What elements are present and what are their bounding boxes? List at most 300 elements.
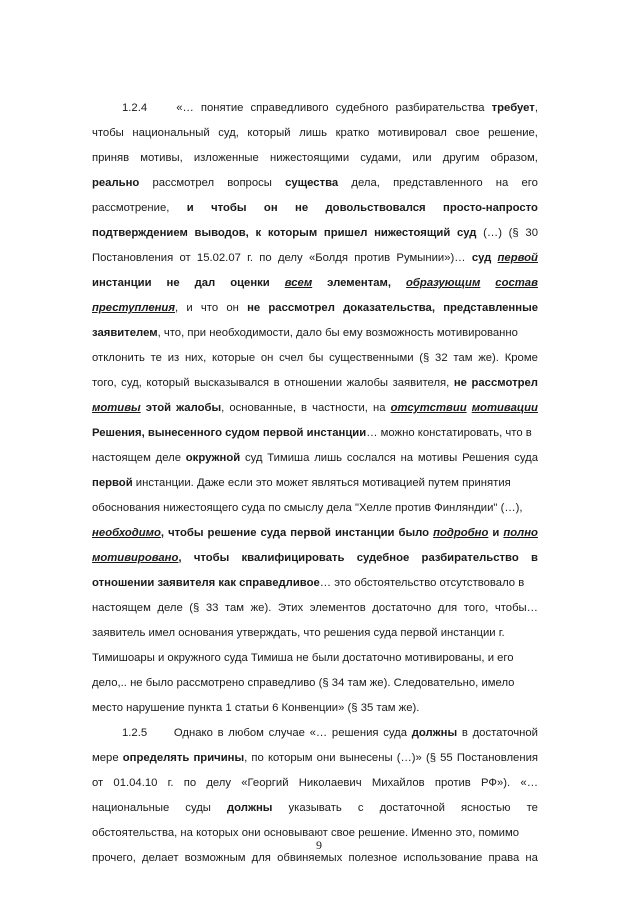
text-run: г. xyxy=(247,252,254,264)
bold-text: окружной xyxy=(185,452,241,464)
text-run: настоящем xyxy=(92,602,151,614)
text-run: на xyxy=(400,452,414,464)
word xyxy=(241,502,265,514)
word xyxy=(334,577,351,589)
bold-text: существа xyxy=(285,177,339,189)
text-line xyxy=(92,601,538,615)
text-run: заявителя, xyxy=(392,377,450,389)
word xyxy=(148,427,222,439)
text-line xyxy=(92,651,538,665)
word xyxy=(324,226,368,240)
bold-text: Решения, xyxy=(92,427,145,439)
word xyxy=(335,526,395,540)
word xyxy=(422,551,519,565)
word xyxy=(393,176,483,190)
word xyxy=(194,151,259,165)
word xyxy=(526,427,532,439)
page-number: 9 xyxy=(316,838,322,852)
word xyxy=(92,226,188,240)
text-run: Михайлов xyxy=(371,777,425,789)
text-run: элементов xyxy=(309,602,366,614)
text-run: 15.02.07 xyxy=(196,252,241,264)
bold-text: инстанции xyxy=(306,427,367,439)
word xyxy=(92,526,164,540)
word xyxy=(228,726,264,740)
word xyxy=(312,477,359,489)
text-run: … xyxy=(366,427,378,439)
text-run: Конвенции» xyxy=(281,702,345,714)
text-run: "Хелле xyxy=(354,502,392,514)
text-run: Николаевич xyxy=(298,777,362,789)
word xyxy=(248,677,316,689)
text-run: 35 xyxy=(360,702,374,714)
word xyxy=(354,577,436,589)
text-run: разбирательства xyxy=(395,102,485,114)
word xyxy=(403,851,482,865)
text-run: в xyxy=(461,727,468,739)
text-run: образом, xyxy=(490,152,538,164)
text-run: в xyxy=(301,402,308,414)
bold-text: и xyxy=(492,527,500,539)
text-run: Постановления xyxy=(92,252,174,264)
bold-text: пришел xyxy=(323,227,368,239)
word xyxy=(393,376,450,390)
text-run: заявитель xyxy=(92,627,146,639)
word xyxy=(514,451,538,465)
word xyxy=(261,526,287,540)
emphasis-text: подробно xyxy=(433,527,489,539)
text-run: суда xyxy=(241,502,266,514)
word xyxy=(397,751,422,765)
emphasis-text: полно xyxy=(503,527,538,539)
word xyxy=(188,702,222,714)
text-run: … xyxy=(319,577,332,589)
word xyxy=(218,126,239,140)
text-run: «Георгий xyxy=(241,777,289,789)
text-run: полезное xyxy=(348,852,398,864)
text-run: статьи xyxy=(234,702,269,714)
text-run: национальные xyxy=(92,802,170,814)
text-run: что xyxy=(505,427,523,439)
text-run: дела, xyxy=(351,177,380,189)
word xyxy=(212,351,255,365)
text-run: того, xyxy=(92,377,117,389)
word xyxy=(272,702,278,714)
word xyxy=(92,451,151,465)
text-run: 30 xyxy=(525,227,538,239)
text-run: решение, xyxy=(488,127,538,139)
word xyxy=(92,427,145,439)
text-run: имел xyxy=(148,627,176,639)
word xyxy=(520,776,538,790)
bold-text: и xyxy=(186,202,194,214)
bold-text: причины xyxy=(193,752,245,764)
text-run: лишь xyxy=(314,452,343,464)
word xyxy=(264,201,278,215)
text-run: (§ xyxy=(347,702,358,714)
bold-text: требует xyxy=(491,102,535,114)
text-run: решения xyxy=(323,627,371,639)
text-run: настоящем xyxy=(92,452,151,464)
bold-text: просто-напросто xyxy=(443,202,538,214)
word xyxy=(146,376,189,390)
text-run: суды xyxy=(185,802,211,814)
word xyxy=(325,327,340,339)
word xyxy=(360,151,401,165)
word xyxy=(92,601,151,615)
bold-text: дал xyxy=(194,277,216,289)
emphasis-text: образующим xyxy=(406,277,481,289)
text-run: при xyxy=(187,327,207,339)
text-line xyxy=(92,551,538,565)
text-line xyxy=(92,576,538,590)
bold-text: заявителем xyxy=(92,327,158,339)
text-run: против xyxy=(354,252,391,264)
text-run: достаточно xyxy=(372,602,432,614)
text-line xyxy=(92,101,538,115)
word xyxy=(462,726,468,740)
text-run: деле xyxy=(157,602,183,614)
word xyxy=(242,551,345,565)
word xyxy=(282,702,345,714)
text-line xyxy=(92,151,538,165)
word xyxy=(247,251,253,265)
text-run: путем xyxy=(428,477,459,489)
text-run: г. xyxy=(167,777,174,789)
text-run: его xyxy=(497,652,514,664)
word xyxy=(92,376,117,390)
word xyxy=(251,652,293,664)
text-run: по xyxy=(268,502,281,514)
word xyxy=(247,126,290,140)
word xyxy=(263,427,304,439)
word xyxy=(225,601,244,615)
bold-text: вынесенного xyxy=(147,427,222,439)
text-line xyxy=(92,776,538,790)
word xyxy=(194,551,229,565)
word xyxy=(505,427,522,439)
word xyxy=(326,502,351,514)
text-run: представленного xyxy=(393,177,483,189)
bold-text: которым xyxy=(267,227,318,239)
text-run: делает xyxy=(142,852,179,864)
word xyxy=(267,451,309,465)
word xyxy=(270,151,349,165)
word xyxy=(276,477,309,489)
text-line xyxy=(92,276,538,290)
word xyxy=(361,702,374,714)
text-run: решения xyxy=(331,727,379,739)
word xyxy=(488,126,538,140)
word xyxy=(146,677,174,689)
text-run: вынесены xyxy=(339,752,393,764)
word xyxy=(92,477,133,489)
word xyxy=(299,126,327,140)
text-run: против xyxy=(395,502,431,514)
text-run: по xyxy=(259,252,272,264)
word xyxy=(285,176,338,190)
text-run: «… xyxy=(520,777,538,789)
text-run: них, xyxy=(184,352,207,364)
text-run: Финляндии" xyxy=(434,502,498,514)
text-run: были xyxy=(311,652,340,664)
word xyxy=(176,401,224,415)
word xyxy=(224,652,248,664)
text-run: достаточно xyxy=(342,652,402,664)
text-run: же). xyxy=(250,602,272,614)
word xyxy=(142,851,178,865)
word xyxy=(225,702,231,714)
bold-text: инстанции xyxy=(334,527,395,539)
text-line xyxy=(92,326,538,340)
text-run: мере xyxy=(92,752,119,764)
text-run: на xyxy=(495,177,509,189)
text-line xyxy=(92,201,538,215)
word xyxy=(472,401,538,415)
text-run: на xyxy=(372,402,386,414)
bold-text: подтверждением xyxy=(92,227,188,239)
word xyxy=(378,126,447,140)
bold-text: рассмотрел xyxy=(268,302,335,314)
word xyxy=(310,601,366,615)
word xyxy=(497,652,513,664)
word xyxy=(92,301,178,315)
word xyxy=(358,801,364,815)
text-run: отклонить xyxy=(92,352,145,364)
word xyxy=(211,201,246,215)
bold-text: должны xyxy=(227,802,273,814)
text-run: Тимиша xyxy=(250,652,294,664)
text-run: мотивы xyxy=(417,452,458,464)
word xyxy=(525,851,538,865)
text-run: суда xyxy=(383,727,407,739)
word xyxy=(279,351,303,365)
text-run: (…)» xyxy=(396,752,422,764)
text-run: констатировать, xyxy=(417,427,503,439)
word xyxy=(218,726,224,740)
word xyxy=(136,477,194,489)
text-run: которых xyxy=(196,827,239,839)
word xyxy=(277,851,342,865)
text-run: дело,.. xyxy=(92,677,127,689)
word xyxy=(195,226,249,240)
word xyxy=(92,551,182,565)
text-run: это xyxy=(255,477,273,489)
text-run: помимо xyxy=(478,827,520,839)
text-line xyxy=(92,251,538,265)
text-run: обвиняемых xyxy=(277,852,343,864)
word xyxy=(381,427,415,439)
word xyxy=(332,677,345,689)
text-run: , xyxy=(157,327,161,339)
text-line xyxy=(92,401,538,415)
text-run: же). xyxy=(369,677,391,689)
text-run: (…), xyxy=(500,502,523,514)
bold-text: первой xyxy=(262,427,304,439)
word xyxy=(187,327,206,339)
text-run: (§ xyxy=(318,677,329,689)
text-run: любом xyxy=(228,727,264,739)
text-line xyxy=(92,376,538,390)
text-line xyxy=(92,851,538,865)
text-line xyxy=(92,126,538,140)
word xyxy=(332,726,379,740)
text-run: мотивированно xyxy=(436,327,518,339)
word xyxy=(157,601,182,615)
word xyxy=(241,776,288,790)
word xyxy=(186,451,240,465)
word xyxy=(92,502,160,514)
bold-text: , xyxy=(178,552,182,564)
word xyxy=(121,376,142,390)
text-run: возможность xyxy=(365,327,434,339)
text-run: окружного xyxy=(167,652,221,664)
word xyxy=(92,201,169,215)
bold-text: должны xyxy=(411,727,458,739)
word xyxy=(148,627,175,639)
word xyxy=(299,776,362,790)
word xyxy=(312,401,368,415)
emphasis-text: мотивы xyxy=(92,402,141,414)
word xyxy=(289,801,342,815)
word xyxy=(176,677,244,689)
text-run: что, xyxy=(163,327,185,339)
bold-text: чтобы xyxy=(211,202,247,214)
word xyxy=(495,276,538,290)
text-run: Тимиша xyxy=(267,452,310,464)
word xyxy=(193,751,247,765)
text-run: 1.2.5 xyxy=(122,727,148,739)
text-run: он xyxy=(226,302,239,314)
word xyxy=(186,301,192,315)
text-run: 55 xyxy=(440,752,453,764)
word xyxy=(268,226,317,240)
word xyxy=(274,376,280,390)
word xyxy=(256,477,273,489)
word xyxy=(227,176,272,190)
word xyxy=(92,126,124,140)
word xyxy=(457,226,476,240)
text-run: случае xyxy=(268,727,305,739)
emphasis-text: мотивировано xyxy=(92,552,179,564)
word xyxy=(481,776,510,790)
word xyxy=(391,401,467,415)
word xyxy=(239,577,331,589)
bold-text: в xyxy=(531,552,538,564)
word xyxy=(348,677,367,689)
word xyxy=(440,751,453,765)
word xyxy=(492,101,538,115)
word xyxy=(483,226,502,240)
text-run: мотивы, xyxy=(140,152,183,164)
word xyxy=(237,627,301,639)
word xyxy=(428,477,459,489)
word xyxy=(92,677,127,689)
word xyxy=(443,201,538,215)
text-run: с xyxy=(357,802,364,814)
text-run: частности, xyxy=(312,402,368,414)
text-run: решение. xyxy=(358,827,409,839)
text-run: суд, xyxy=(121,377,142,389)
text-run: 32 xyxy=(435,352,448,364)
text-run: же). xyxy=(398,702,420,714)
word xyxy=(440,577,516,589)
bold-text: не xyxy=(166,277,180,289)
word xyxy=(499,627,505,639)
word xyxy=(194,376,269,390)
word xyxy=(261,351,274,365)
bold-text: справедливое xyxy=(239,577,320,589)
text-line xyxy=(92,701,538,715)
text-run: если xyxy=(227,477,253,489)
text-run: рассмотрено xyxy=(176,677,245,689)
text-run: , xyxy=(175,302,179,314)
text-run: смыслу xyxy=(283,502,324,514)
text-run: указывать xyxy=(288,802,342,814)
word xyxy=(123,751,190,765)
text-run: и xyxy=(487,652,494,664)
text-run: «… xyxy=(309,727,328,739)
text-run: он xyxy=(260,352,274,364)
text-run: вопросы xyxy=(227,177,272,189)
word xyxy=(92,276,152,290)
word xyxy=(251,101,329,115)
emphasis-text: необходимо xyxy=(92,527,161,539)
text-run: бы xyxy=(308,352,324,364)
word xyxy=(92,577,154,589)
text-run: Однако xyxy=(173,727,213,739)
text-run: в xyxy=(525,427,532,439)
word xyxy=(303,627,320,639)
word xyxy=(396,101,485,115)
word xyxy=(178,627,233,639)
text-run: являться xyxy=(311,477,359,489)
text-run: не xyxy=(130,677,143,689)
text-run: те xyxy=(150,352,162,364)
text-run: 34 xyxy=(331,677,345,689)
word xyxy=(278,601,303,615)
word xyxy=(490,151,537,165)
text-run: обоснования xyxy=(92,502,161,514)
text-run: изложенные xyxy=(193,152,259,164)
word xyxy=(140,151,183,165)
word xyxy=(146,401,171,415)
word xyxy=(398,526,429,540)
word xyxy=(206,776,231,790)
word xyxy=(314,451,342,465)
word xyxy=(443,301,538,315)
text-run: рассмотрел xyxy=(152,177,215,189)
text-run: приняв xyxy=(92,152,130,164)
word xyxy=(396,251,465,265)
word xyxy=(453,351,472,365)
text-line xyxy=(92,451,538,465)
word xyxy=(284,502,323,514)
text-run: нижестоящего xyxy=(163,502,239,514)
text-run: необходимости, xyxy=(209,327,293,339)
text-run: отношении xyxy=(284,377,343,389)
word xyxy=(426,751,436,765)
text-run: мотивировал xyxy=(377,127,447,139)
word xyxy=(455,126,479,140)
text-run: Решения xyxy=(462,452,510,464)
text-run: Этих xyxy=(277,602,304,614)
text-run: достаточной xyxy=(472,727,538,739)
word xyxy=(187,201,194,215)
word xyxy=(122,726,147,740)
emphasis-text: отсутствии xyxy=(390,402,467,414)
text-run: принятия xyxy=(462,477,511,489)
